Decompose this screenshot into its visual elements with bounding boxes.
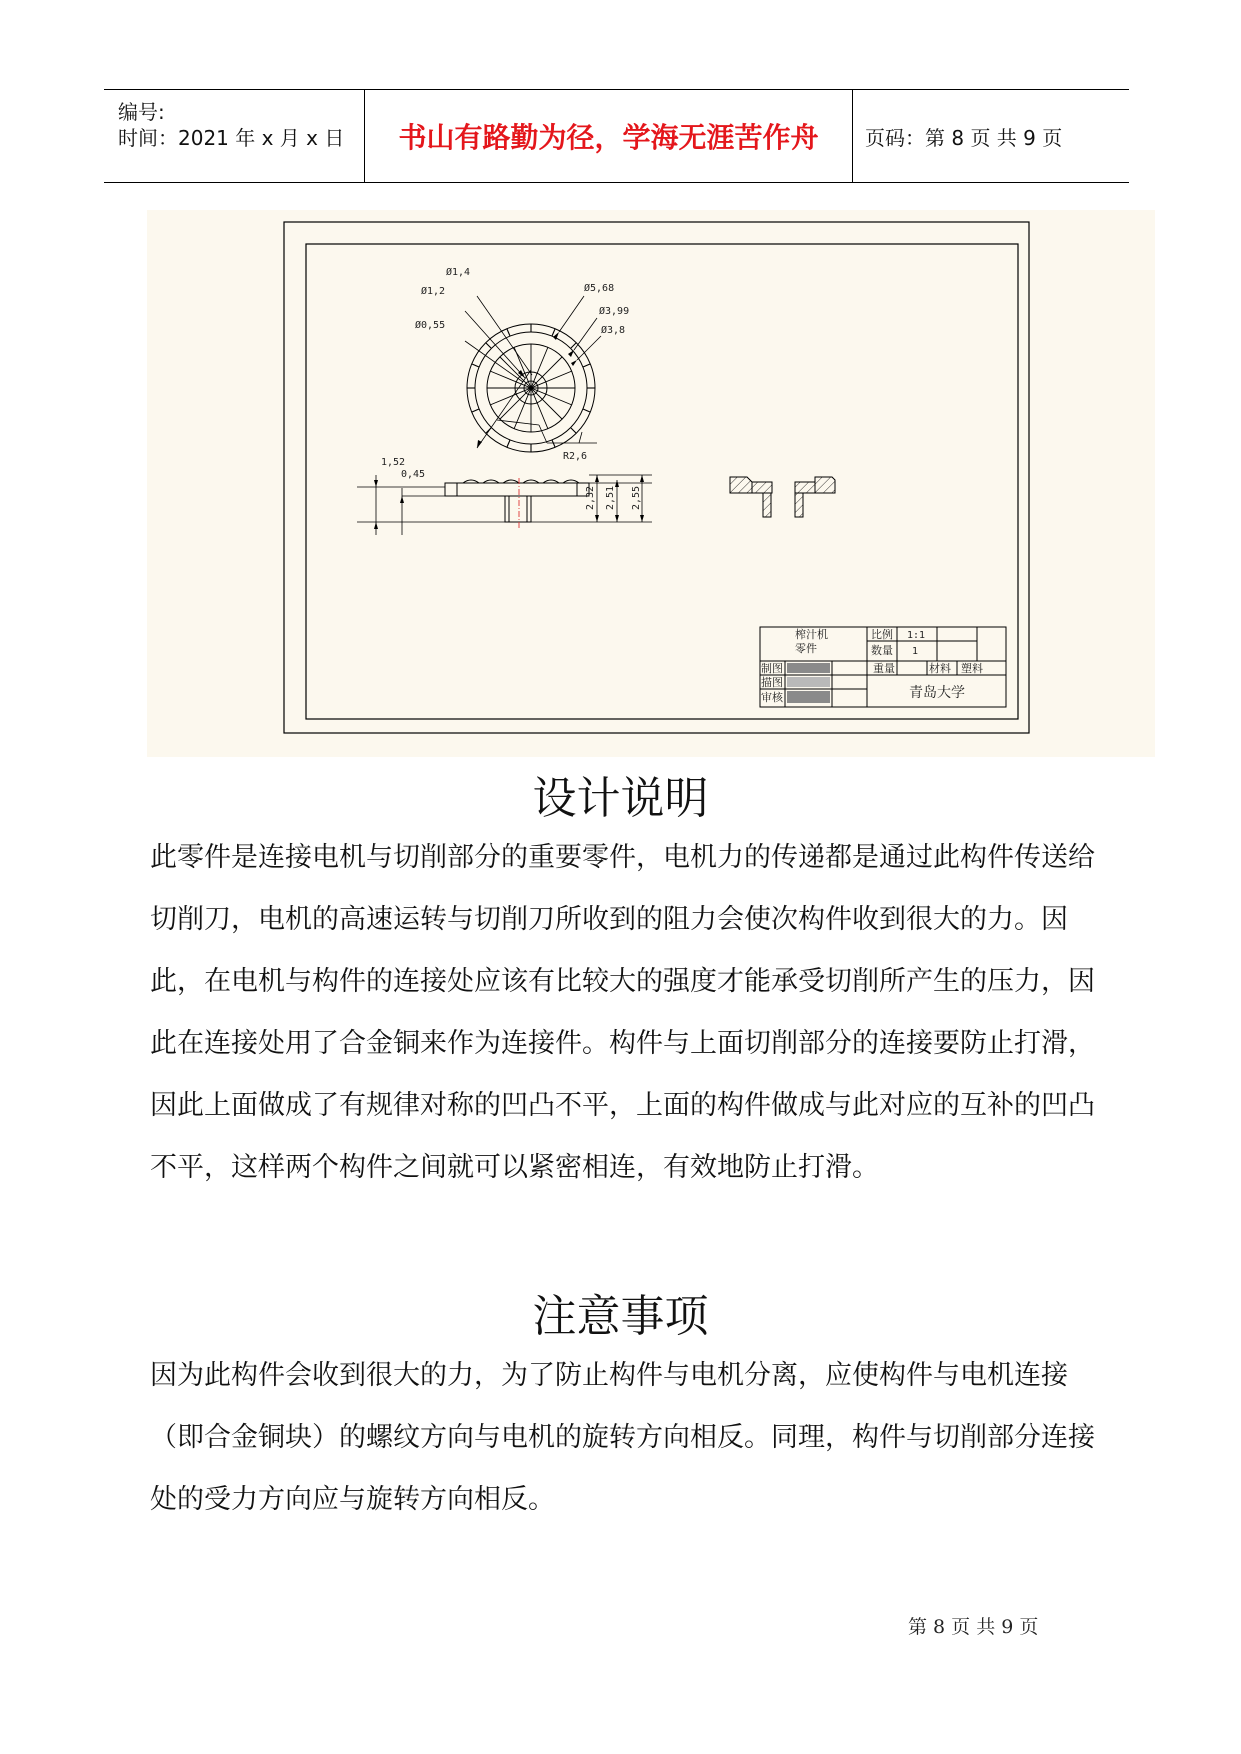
dim-2-51: 2,51 [605,485,616,510]
drawing-canvas [147,210,1155,757]
tb-qty-value: 1 [912,646,919,657]
engineering-drawing [147,210,1155,757]
redacted-checked [787,691,830,703]
time-label: 时间：2021 年 x 月 x 日 [118,126,345,150]
page-header [104,89,1129,183]
dim-r2-6: R2,6 [563,451,588,462]
page-footer: 第 8 页 共 9 页 [908,1616,1039,1638]
dim-d1-4: Ø1,4 [446,267,471,278]
tb-part-name-1: 榨汁机 [795,628,828,641]
dim-2-55: 2,55 [631,485,642,510]
tb-scale-value: 1:1 [907,630,926,641]
tb-weight-label: 重量 [873,662,895,675]
dim-d3-8: Ø3,8 [601,325,626,336]
dim-d1-2: Ø1,2 [421,286,446,297]
header-left-cell [104,90,365,182]
section-design-body: 此零件是连接电机与切削部分的重要零件，电机力的传递都是通过此构件传送给切削刀，电机的高速运转与切削刀所收到的阻力会使次构件收到很大的力。因此，在电机与构件的连接处应该有比较大的强度才能承受切削所产生的压力，因此在连接处用了合金铜来作为连接件。构件与上面切削部分的连接要防止打滑，因此上面做成了有规律对称的凹凸不平，上面的构件做成与此对应的互补的凹凸不平，这样两个构件之间就可以紧密相连，有效地防止打滑。 [150,842,1095,1183]
section-view-right [795,477,835,517]
top-view [465,296,601,452]
dim-2-32: 2,32 [585,485,596,510]
dim-d5-68: Ø5,68 [584,283,615,294]
tb-traced-label: 描图 [761,676,783,689]
section-notes-body: 因为此构件会收到很大的力，为了防止构件与电机分离，应使构件与电机连接（即合金铜块）的螺纹方向与电机的旋转方向相反。同理，构件与切削部分连接处的受力方向应与旋转方向相反。 [150,1360,1095,1515]
section-view-left [730,477,772,517]
redacted-drawn [787,663,830,673]
section-notes-title: 注意事项 [532,1291,709,1342]
section-design-title: 设计说明 [532,773,709,824]
dim-d0-55: Ø0,55 [415,320,446,331]
tb-material-label: 材料 [929,662,951,675]
tb-scale-label: 比例 [871,628,893,641]
dim-d3-99: Ø3,99 [599,306,630,317]
tb-material-value: 塑料 [961,662,983,675]
tb-school: 青岛大学 [909,685,965,701]
header-page-label: 页码：第 8 页 共 9 页 [865,125,1063,150]
dim-0-45: 0,45 [401,469,426,480]
tb-drawn-label: 制图 [761,662,783,675]
dim-1-52: 1,52 [381,457,406,468]
redacted-traced [787,677,830,687]
tb-checked-label: 审核 [761,691,783,704]
tb-part-name-2: 零件 [795,642,817,655]
header-motto: 书山有路勤为径，学海无涯苦作舟 [365,90,853,182]
number-label: 编号: [118,100,165,124]
tb-qty-label: 数量 [871,644,893,657]
